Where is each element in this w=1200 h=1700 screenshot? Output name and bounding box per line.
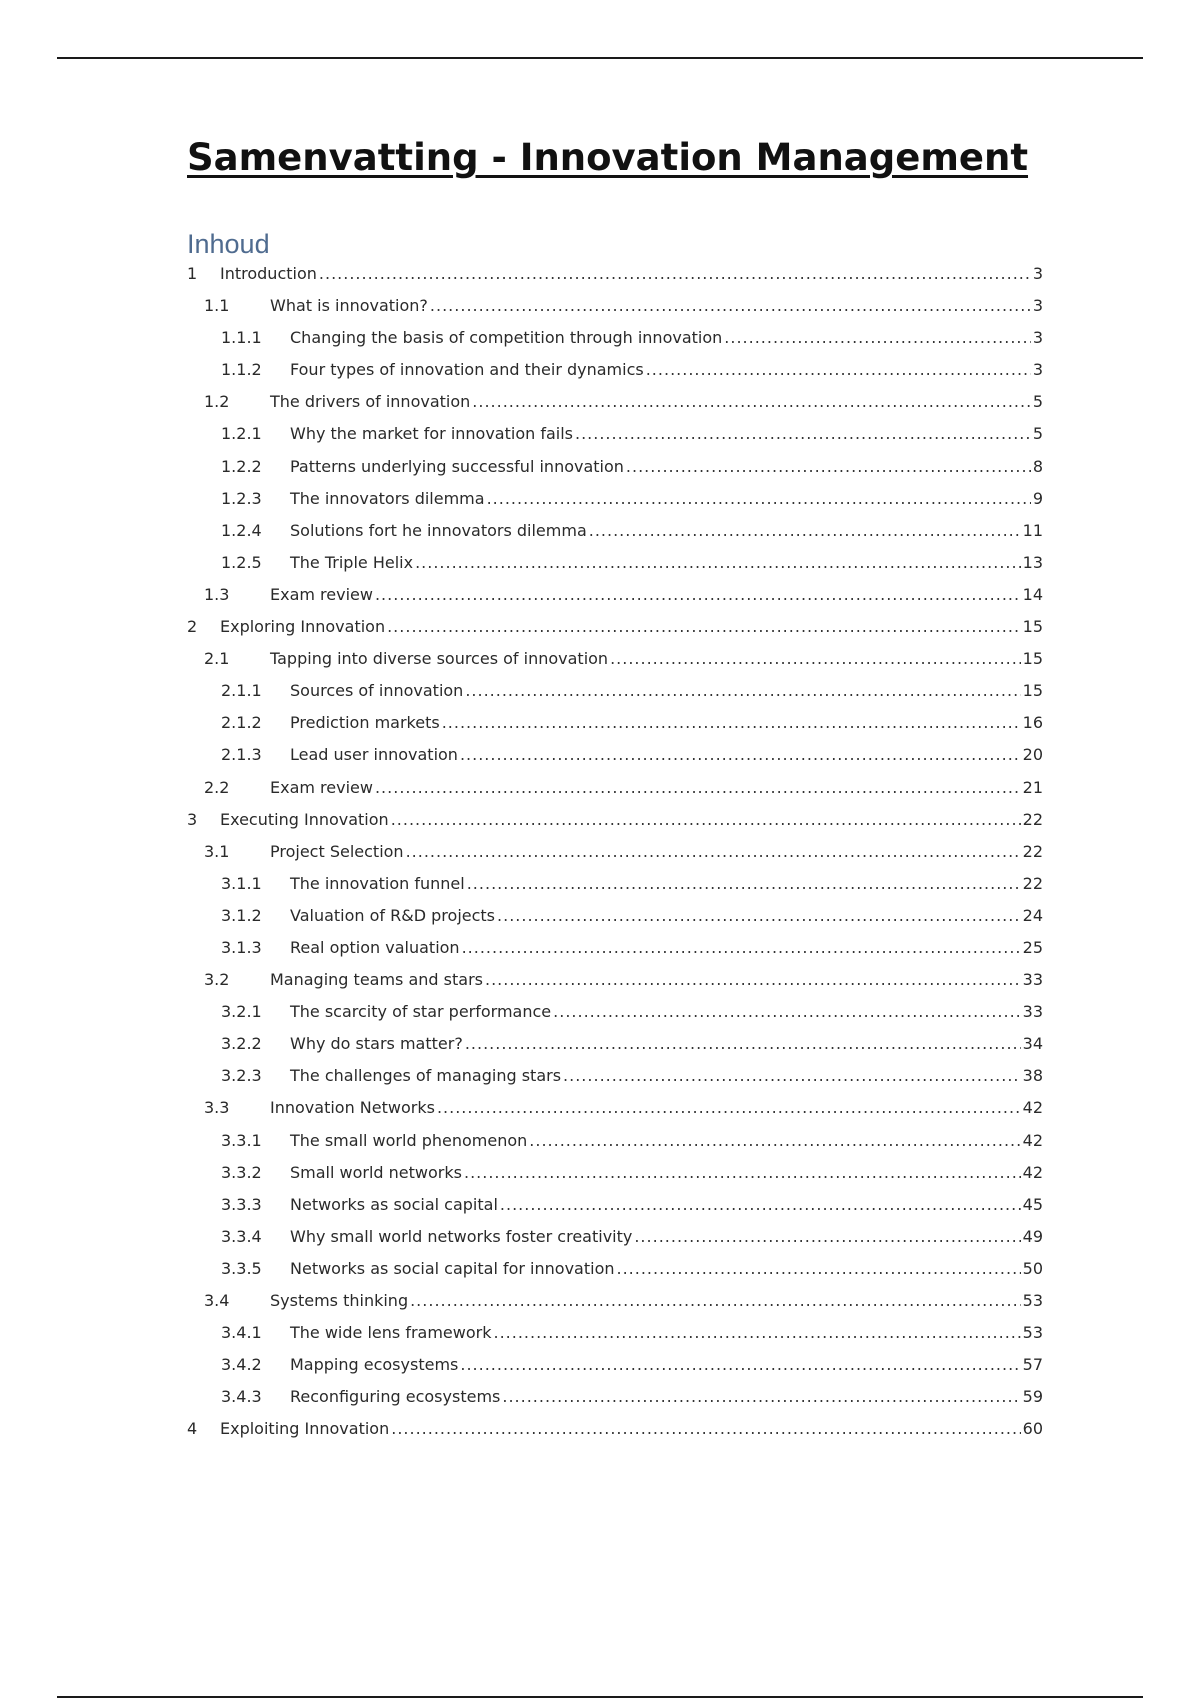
toc-entry-number: 3.2.3	[221, 1066, 262, 1086]
toc-dot-leader	[319, 264, 1031, 283]
toc-entry-title: Why small world networks foster creativity	[290, 1226, 633, 1246]
toc-entry-page: 11	[1022, 520, 1043, 540]
toc-entry-number: 3	[187, 809, 198, 829]
toc-dot-leader	[375, 585, 1021, 604]
toc-entry[interactable]	[187, 1227, 1043, 1259]
toc-entry-number: 1.3	[204, 584, 230, 604]
toc-entry-page: 14	[1022, 584, 1043, 604]
toc-entry-title: Tapping into diverse sources of innovation	[270, 649, 609, 669]
toc-entry-title: Executing Innovation	[220, 809, 389, 829]
toc-dot-leader	[465, 681, 1020, 700]
toc-entry[interactable]	[187, 392, 1043, 424]
toc-entry-page: 13	[1022, 552, 1043, 572]
toc-entry-number: 3.4	[204, 1291, 230, 1310]
toc-entry-page: 24	[1022, 905, 1043, 925]
toc-entry-page: 60	[1022, 1419, 1043, 1439]
toc-entry-page: 15	[1022, 649, 1043, 669]
toc-entry[interactable]	[187, 649, 1043, 681]
toc-entry-page: 15	[1022, 617, 1043, 637]
toc-entry-title: Systems thinking	[270, 1291, 409, 1310]
toc-entry-title: Four types of innovation and their dynamics	[290, 360, 644, 380]
toc-entry[interactable]	[187, 1098, 1043, 1130]
toc-entry-title: The drivers of innovation	[270, 392, 471, 412]
toc-entry-title: Small world networks	[290, 1162, 462, 1182]
toc-entry[interactable]	[187, 360, 1043, 392]
toc-entry-number: 3.2.1	[221, 1002, 262, 1022]
toc-dot-leader	[497, 906, 1021, 925]
toc-entry-number: 3.1.3	[221, 937, 262, 957]
toc-entry-number: 3.3.3	[221, 1194, 262, 1214]
toc-dot-leader	[493, 1323, 1020, 1342]
toc-entry-number: 1.1.2	[221, 360, 262, 380]
toc-entry[interactable]	[187, 1002, 1043, 1034]
toc-entry[interactable]	[187, 585, 1043, 617]
toc-entry[interactable]	[187, 264, 1043, 296]
toc-entry-number: 4	[187, 1419, 198, 1439]
toc-entry-page: 21	[1022, 777, 1043, 797]
toc-entry-number: 1.2.3	[221, 488, 262, 508]
toc-entry-title: Solutions fort he innovators dilemma	[290, 520, 587, 540]
toc-entry-number: 3.3	[204, 1098, 230, 1118]
toc-dot-leader	[462, 938, 1021, 957]
toc-entry[interactable]	[187, 778, 1043, 810]
toc-dot-leader	[387, 617, 1021, 636]
toc-entry-title: Reconfiguring ecosystems	[290, 1387, 501, 1407]
toc-entry[interactable]	[187, 745, 1043, 777]
toc-entry-page: 53	[1022, 1323, 1043, 1343]
toc-dot-leader	[465, 1034, 1021, 1053]
toc-entry-page: 22	[1022, 873, 1043, 893]
toc-entry-number: 3.1	[204, 841, 230, 861]
toc-entry[interactable]	[187, 296, 1043, 328]
toc-entry[interactable]	[187, 1034, 1043, 1066]
toc-entry[interactable]	[187, 842, 1043, 874]
toc-heading: Inhoud	[187, 229, 270, 259]
toc-entry-page: 42	[1022, 1130, 1043, 1150]
bottom-rule	[57, 1696, 1143, 1698]
toc-entry-title: Patterns underlying successful innovation	[290, 456, 624, 476]
toc-entry-page: 42	[1022, 1162, 1043, 1182]
toc-entry[interactable]	[187, 810, 1043, 842]
toc-entry-page: 42	[1022, 1098, 1043, 1118]
toc-entry-number: 3.3.1	[221, 1130, 262, 1150]
toc-entry-number: 2.1.1	[221, 681, 262, 701]
toc-entry[interactable]	[187, 970, 1043, 1002]
toc-entry-title: The Triple Helix	[290, 552, 414, 572]
toc-entry-title: The wide lens framework	[290, 1323, 492, 1343]
toc-entry-title: Exam review	[270, 584, 373, 604]
toc-entry-number: 3.2	[204, 970, 230, 990]
toc-entry-number: 3.1.1	[221, 873, 262, 893]
toc-entry-page: 45	[1022, 1194, 1043, 1214]
toc-entry-title: Exam review	[270, 777, 373, 797]
toc-entry-number: 3.4.3	[221, 1387, 262, 1407]
toc-entry-number: 2	[187, 617, 198, 637]
toc-entry[interactable]	[187, 1323, 1043, 1355]
toc-entry[interactable]	[187, 1131, 1043, 1163]
toc-entry-page: 3	[1032, 360, 1043, 380]
toc-entry-title: Project Selection	[270, 841, 404, 861]
toc-entry-title: Real option valuation	[290, 937, 460, 957]
toc-entry-title: The scarcity of star performance	[290, 1002, 552, 1022]
toc-entry-number: 3.4.2	[221, 1355, 262, 1375]
toc-entry-page: 33	[1022, 1002, 1043, 1022]
toc-dot-leader	[460, 1355, 1020, 1374]
toc-entry-number: 1.1.1	[221, 328, 262, 348]
toc-entry-page: 53	[1022, 1291, 1043, 1310]
toc-entry[interactable]	[187, 521, 1043, 553]
toc-dot-leader	[375, 778, 1021, 797]
toc-entry-title: Mapping ecosystems	[290, 1355, 459, 1375]
document-title: Samenvatting - Innovation Management	[187, 136, 1029, 179]
toc-entry-page: 3	[1032, 264, 1043, 283]
toc-entry-number: 2.1	[204, 649, 230, 669]
toc-entry-number: 3.4.1	[221, 1323, 262, 1343]
toc-dot-leader	[634, 1227, 1020, 1246]
toc-dot-leader	[646, 360, 1031, 379]
toc-entry[interactable]	[187, 681, 1043, 713]
toc-entry-title: The challenges of managing stars	[290, 1066, 562, 1086]
toc-entry-page: 8	[1032, 456, 1043, 476]
toc-entry-page: 22	[1022, 809, 1043, 829]
toc-dot-leader	[464, 1163, 1021, 1182]
toc-dot-leader	[500, 1195, 1021, 1214]
toc-entry-number: 3.3.2	[221, 1162, 262, 1182]
toc-entry-number: 3.2.2	[221, 1034, 262, 1054]
toc-entry-title: The innovators dilemma	[290, 488, 485, 508]
toc-entry-title: The small world phenomenon	[290, 1130, 528, 1150]
toc-dot-leader	[391, 1419, 1020, 1438]
toc-entry-number: 1.2.4	[221, 520, 262, 540]
toc-dot-leader	[437, 1098, 1021, 1117]
toc-dot-leader	[472, 392, 1031, 411]
toc-entry-number: 1.2	[204, 392, 230, 412]
toc-entry[interactable]	[187, 1355, 1043, 1387]
toc-dot-leader	[485, 970, 1021, 989]
toc-entry-page: 3	[1032, 296, 1043, 316]
toc-entry-title: Why do stars matter?	[290, 1034, 463, 1054]
toc-entry[interactable]	[187, 713, 1043, 745]
toc-dot-leader	[553, 1002, 1021, 1021]
toc-entry-title: What is innovation?	[270, 296, 428, 316]
toc-entry-number: 3.3.5	[221, 1258, 262, 1278]
toc-entry[interactable]	[187, 1066, 1043, 1098]
toc-dot-leader	[460, 745, 1021, 764]
table-of-contents	[187, 264, 1043, 1451]
toc-entry-number: 1.1	[204, 296, 230, 316]
toc-entry-page: 25	[1022, 937, 1043, 957]
toc-entry[interactable]	[187, 1419, 1043, 1451]
toc-entry-page: 16	[1022, 713, 1043, 733]
toc-entry[interactable]	[187, 938, 1043, 970]
toc-entry-title: Sources of innovation	[290, 681, 464, 701]
toc-entry[interactable]	[187, 457, 1043, 489]
toc-entry-title: Lead user innovation	[290, 745, 458, 765]
toc-dot-leader	[391, 810, 1021, 829]
toc-entry[interactable]	[187, 617, 1043, 649]
toc-entry-number: 1	[187, 264, 198, 283]
toc-entry[interactable]	[187, 1387, 1043, 1419]
toc-dot-leader	[575, 424, 1031, 443]
toc-entry-title: Networks as social capital for innovation	[290, 1258, 615, 1278]
toc-entry-page: 15	[1022, 681, 1043, 701]
toc-entry-title: Networks as social capital	[290, 1194, 498, 1214]
toc-entry-page: 5	[1032, 424, 1043, 444]
toc-entry-number: 3.1.2	[221, 905, 262, 925]
toc-entry-title: Exploiting Innovation	[220, 1419, 390, 1439]
toc-entry-title: Managing teams and stars	[270, 970, 483, 990]
toc-dot-leader	[406, 842, 1021, 861]
toc-entry-title: Valuation of R&D projects	[290, 905, 496, 925]
toc-entry[interactable]	[187, 906, 1043, 938]
toc-entry[interactable]	[187, 328, 1043, 360]
toc-dot-leader	[467, 874, 1021, 893]
toc-entry-title: The innovation funnel	[290, 873, 465, 893]
toc-entry[interactable]	[187, 1259, 1043, 1291]
toc-entry-number: 2.1.2	[221, 713, 262, 733]
toc-entry[interactable]	[187, 1195, 1043, 1227]
toc-entry-page: 20	[1022, 745, 1043, 765]
toc-entry-title: Innovation Networks	[270, 1098, 435, 1118]
toc-dot-leader	[415, 553, 1021, 572]
toc-entry-page: 9	[1032, 488, 1043, 508]
toc-dot-leader	[410, 1291, 1021, 1310]
toc-entry-page: 33	[1022, 970, 1043, 990]
toc-entry-title: Exploring Innovation	[220, 617, 386, 637]
top-rule	[57, 57, 1143, 59]
toc-entry-number: 2.2	[204, 777, 230, 797]
toc-entry-number: 1.2.1	[221, 424, 262, 444]
toc-entry-page: 5	[1032, 392, 1043, 412]
toc-entry-page: 34	[1022, 1034, 1043, 1054]
toc-entry-number: 1.2.2	[221, 456, 262, 476]
toc-dot-leader	[442, 713, 1021, 732]
toc-entry-page: 50	[1022, 1258, 1043, 1278]
toc-dot-leader	[563, 1066, 1021, 1085]
toc-dot-leader	[502, 1387, 1020, 1406]
toc-entry[interactable]	[187, 1163, 1043, 1195]
toc-entry-page: 3	[1032, 328, 1043, 348]
toc-dot-leader	[430, 296, 1031, 315]
toc-dot-leader	[724, 328, 1031, 347]
toc-entry-page: 57	[1022, 1355, 1043, 1375]
toc-entry-number: 1.2.5	[221, 552, 262, 572]
toc-entry-page: 22	[1022, 841, 1043, 861]
toc-entry-title: Introduction	[220, 264, 317, 283]
toc-entry-page: 38	[1022, 1066, 1043, 1086]
toc-dot-leader	[487, 489, 1031, 508]
toc-entry[interactable]	[187, 424, 1043, 456]
toc-entry[interactable]	[187, 874, 1043, 906]
toc-dot-leader	[529, 1131, 1020, 1150]
toc-entry[interactable]	[187, 1291, 1043, 1323]
toc-entry-title: Why the market for innovation fails	[290, 424, 573, 444]
toc-dot-leader	[617, 1259, 1021, 1278]
toc-entry-page: 59	[1022, 1387, 1043, 1407]
toc-entry-number: 3.3.4	[221, 1226, 262, 1246]
toc-entry[interactable]	[187, 489, 1043, 521]
toc-entry-title: Prediction markets	[290, 713, 440, 733]
toc-entry-number: 2.1.3	[221, 745, 262, 765]
toc-entry[interactable]	[187, 553, 1043, 585]
toc-dot-leader	[610, 649, 1021, 668]
toc-dot-leader	[626, 457, 1031, 476]
toc-dot-leader	[589, 521, 1021, 540]
toc-entry-page: 49	[1022, 1226, 1043, 1246]
toc-entry-title: Changing the basis of competition through innovation	[290, 328, 723, 348]
